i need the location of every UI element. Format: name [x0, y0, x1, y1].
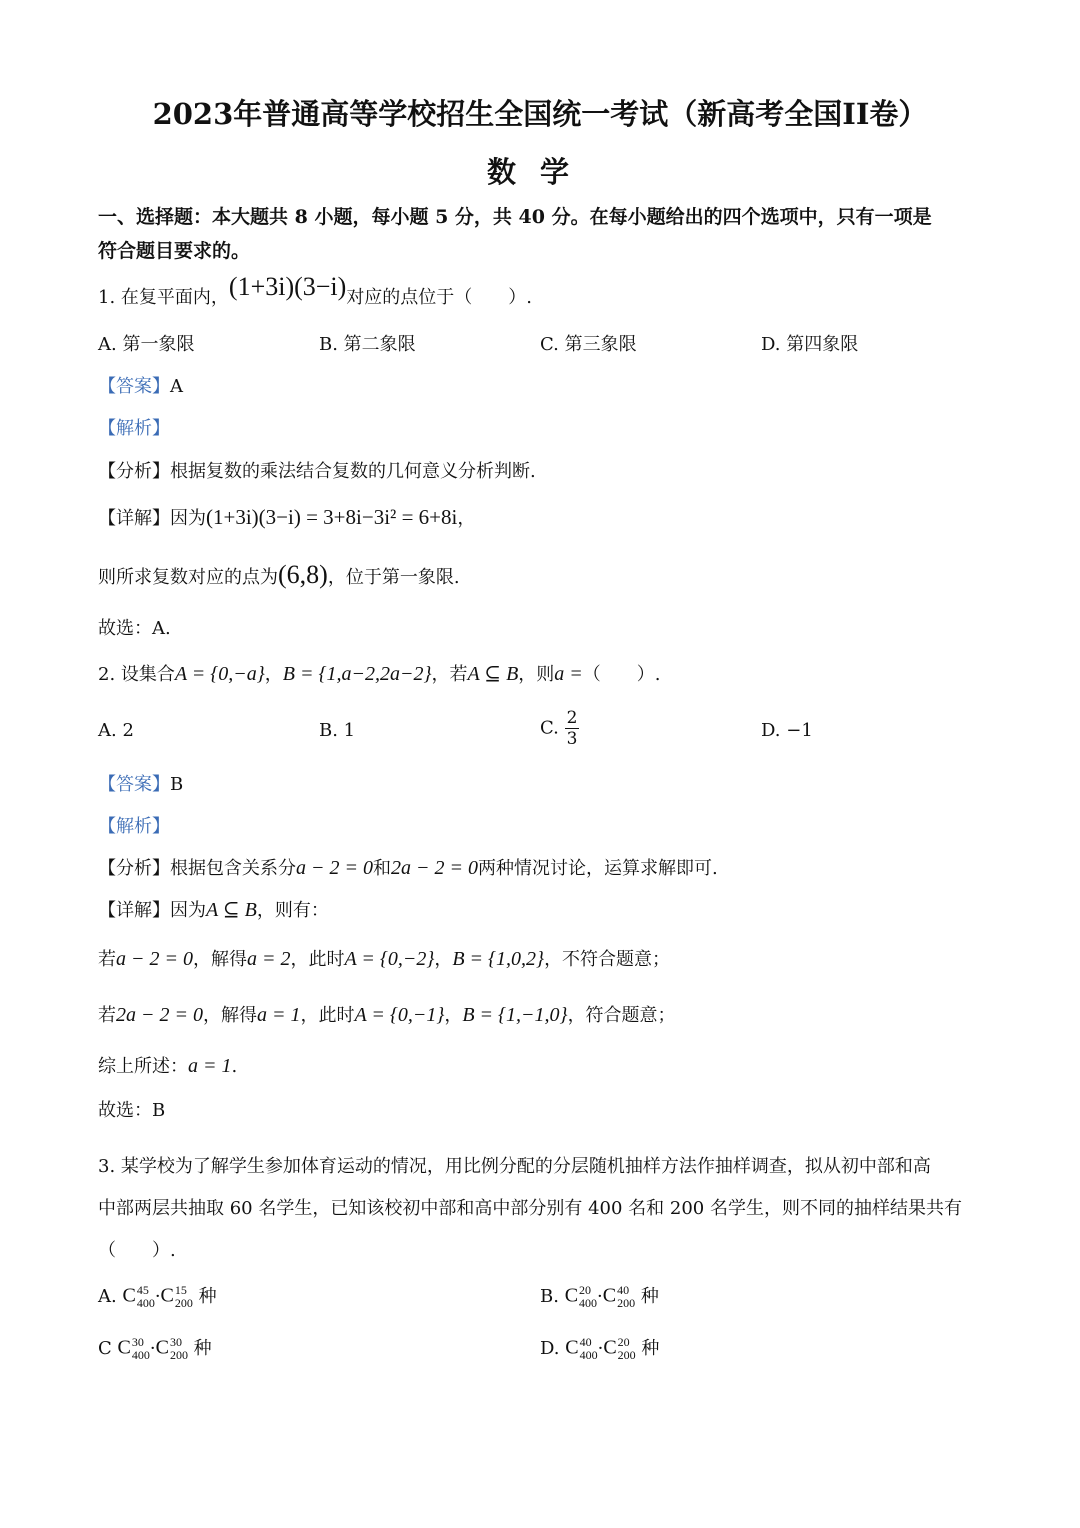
q3-option-b-unit: 种 — [640, 1286, 659, 1307]
comb-symbol: C — [117, 1337, 131, 1359]
q2-case1-expr: a − 2 = 0 — [116, 948, 193, 970]
q3-option-d-label: D. — [540, 1338, 560, 1359]
q2-option-c-label: C. — [540, 717, 559, 739]
q1-detail-prefix: 因为 — [170, 508, 206, 529]
comb-symbol: C — [160, 1285, 174, 1307]
comb-sub: 400 — [131, 1348, 150, 1363]
comb-symbol: C — [122, 1285, 136, 1307]
q2-detail-expr: A ⊆ B — [206, 899, 257, 921]
q2-detail-post: ，则有： — [256, 900, 329, 921]
comb-sup: 30 — [169, 1335, 182, 1350]
fraction-numerator: 2 — [566, 708, 578, 728]
exam-title: 2023年普通高等学校招生全国统一考试（新高考全国II卷） — [152, 97, 928, 131]
q2-fenxi-mid: 和 — [373, 858, 391, 879]
q1-answer-value: A — [170, 376, 183, 397]
comb-term — [565, 1336, 597, 1362]
comb-sub: 400 — [579, 1296, 598, 1311]
dot-operator: · — [597, 1286, 603, 1307]
comb-term — [161, 1284, 193, 1310]
q2-case2-setA: A = {0,−1} — [354, 1004, 445, 1026]
comb-sup: 40 — [579, 1335, 592, 1350]
subject-title: 数学 — [486, 155, 593, 189]
answer-tag: 【答案】 — [98, 376, 170, 397]
q2-sep2: ，若 — [431, 664, 468, 685]
comb-sub: 200 — [617, 1296, 636, 1311]
q1-option-c: C. 第三象限 — [540, 334, 637, 355]
comb-term — [565, 1284, 597, 1310]
detail-tag: 【详解】 — [98, 508, 170, 529]
fenxi-tag: 【分析】 — [98, 461, 170, 482]
q3-option-d — [540, 1334, 659, 1362]
comb-term — [122, 1284, 154, 1310]
q2-sep3: ，则 — [518, 664, 555, 685]
q2-case1-a: a = 2 — [247, 948, 291, 970]
q1-detail-expr: (1+3i)(3−i) = 3+8i−3i² = 6+8i — [206, 505, 458, 529]
q1-option-d: D. 第四象限 — [761, 334, 859, 355]
q3-option-c-unit: 种 — [193, 1338, 212, 1359]
q2-case1-setB: B = {1,0,2} — [452, 948, 545, 970]
q2-answer — [98, 770, 183, 796]
dot-operator: · — [149, 1338, 156, 1359]
q2-summary — [98, 1052, 237, 1078]
q2-analysis-tag: 【解析】 — [98, 816, 170, 837]
q2-option-a: A. 2 — [98, 720, 134, 741]
q1-point-expr: (6,8) — [278, 560, 328, 589]
q2-case2-t3: ， — [444, 1005, 463, 1026]
q1-detail — [98, 504, 475, 530]
q1-stem — [98, 272, 533, 310]
q3-option-b — [540, 1282, 659, 1310]
q2-case2-a: a = 1 — [257, 1004, 301, 1026]
q2-case2-pre: 若 — [98, 1005, 116, 1026]
q2-choice: 故选：B — [98, 1100, 166, 1121]
section-heading-line2: 符合题目要求的。 — [98, 240, 251, 262]
q1-option-b: B. 第二象限 — [319, 334, 416, 355]
comb-symbol: C — [155, 1337, 169, 1359]
q2-case2-t1: ，解得 — [203, 1005, 257, 1026]
answer-tag: 【答案】 — [98, 774, 170, 795]
q2-case1 — [98, 945, 670, 971]
comb-sup: 30 — [131, 1335, 144, 1350]
q2-fenxi-e1: a − 2 = 0 — [296, 857, 373, 879]
q2-case1-setA: A = {0,−2} — [344, 948, 435, 970]
q3-stem-line1: 3. 某学校为了解学生参加体育运动的情况，用比例分配的分层随机抽样方法作抽样调查，拟从初中部和高 — [98, 1156, 931, 1177]
q3-option-a-label: A. — [98, 1286, 117, 1307]
q1-fenxi — [98, 457, 536, 483]
q2-case1-t1: ，解得 — [193, 949, 247, 970]
q2-setB: B = {1,a−2,2a−2} — [282, 663, 432, 685]
detail-tag: 【详解】 — [98, 900, 170, 921]
q2-case2 — [98, 1001, 676, 1027]
comb-sub: 400 — [579, 1348, 598, 1363]
q2-stem — [98, 660, 661, 686]
comb-term — [118, 1336, 150, 1362]
q2-case2-setB: B = {1,−1,0} — [462, 1004, 568, 1026]
comb-sup: 40 — [617, 1283, 630, 1298]
q3-stem-line2: 中部两层共抽取 60 名学生，已知该校初中部和高中部分别有 400 名和 200 名学生，则不同的抽样结果共有 — [98, 1198, 962, 1219]
q2-option-c-fraction — [565, 708, 580, 749]
section-heading-line1: 一、选择题：本大题共 8 小题，每小题 5 分，共 40 分。在每小题给出的四个选项中，只有一项是 — [98, 206, 932, 228]
q1-choice: 故选：A. — [98, 618, 171, 639]
q3-option-d-unit: 种 — [641, 1338, 660, 1359]
q2-sep1: ， — [264, 664, 283, 685]
q2-prefix: 2. 设集合 — [98, 664, 175, 685]
q2-option-c — [540, 708, 579, 749]
q1-detail-suffix: ， — [457, 508, 476, 529]
q3-option-b-label: B. — [540, 1286, 559, 1307]
comb-symbol: C — [602, 1285, 617, 1307]
comb-symbol: C — [565, 1337, 579, 1359]
q1-suffix: 对应的点位于（ ）. — [346, 287, 533, 308]
q3-option-c-label: C — [98, 1338, 112, 1359]
comb-sup: 45 — [136, 1283, 149, 1298]
q2-fenxi-post: 两种情况讨论，运算求解即可. — [478, 858, 718, 879]
comb-term — [603, 1336, 635, 1362]
q3-option-a-unit: 种 — [198, 1286, 217, 1307]
q1-prefix: 1. 在复平面内， — [98, 287, 229, 308]
q2-fenxi-pre: 根据包含关系分 — [170, 858, 296, 879]
q2-detail — [98, 896, 329, 922]
fenxi-tag: 【分析】 — [98, 858, 170, 879]
q1-point-prefix: 则所求复数对应的点为 — [98, 567, 278, 588]
q1-answer — [98, 372, 183, 398]
q2-var: a = — [554, 663, 583, 685]
comb-symbol: C — [564, 1285, 579, 1307]
q1-point — [98, 560, 460, 590]
q2-setA: A = {0,−a} — [174, 663, 265, 685]
q2-case1-t3: ， — [434, 949, 453, 970]
q2-suffix: （ ）. — [582, 664, 661, 685]
comb-sub: 200 — [169, 1348, 188, 1363]
comb-symbol: C — [603, 1337, 617, 1359]
q2-answer-value: B — [170, 774, 184, 795]
q2-case2-t4: ，符合题意； — [567, 1005, 676, 1026]
q2-cond: A ⊆ B — [467, 663, 519, 685]
q2-case2-expr: 2a − 2 = 0 — [116, 1004, 203, 1026]
comb-sub: 200 — [174, 1296, 193, 1311]
comb-sup: 15 — [174, 1283, 187, 1298]
q2-fenxi — [98, 854, 718, 880]
q1-option-a: A. 第一象限 — [98, 334, 195, 355]
q2-fenxi-e2: 2a − 2 = 0 — [391, 857, 478, 879]
q2-detail-pre: 因为 — [170, 900, 206, 921]
q1-point-suffix: ，位于第一象限. — [327, 567, 460, 588]
comb-term — [156, 1336, 188, 1362]
fraction-denominator: 3 — [566, 729, 578, 749]
q1-fenxi-text: 根据复数的乘法结合复数的几何意义分析判断. — [170, 461, 536, 482]
q2-summary-post: . — [231, 1056, 238, 1077]
q2-option-d: D. −1 — [761, 720, 813, 741]
q2-summary-expr: a = 1 — [188, 1055, 232, 1077]
q2-case1-t2: ，此时 — [290, 949, 345, 970]
comb-sup: 20 — [579, 1283, 592, 1298]
q3-option-c — [98, 1334, 212, 1362]
q2-summary-pre: 综上所述： — [98, 1056, 188, 1077]
comb-sub: 400 — [136, 1296, 155, 1311]
q1-analysis-tag: 【解析】 — [98, 418, 170, 439]
dot-operator: · — [154, 1286, 161, 1307]
q1-expr: (1+3i)(3−i) — [228, 272, 347, 301]
q3-stem-line3: （ ）. — [98, 1240, 176, 1261]
comb-sub: 200 — [617, 1348, 636, 1363]
dot-operator: · — [597, 1338, 604, 1359]
comb-term — [603, 1284, 635, 1310]
q2-case1-t4: ，不符合题意； — [544, 949, 671, 970]
comb-sup: 20 — [617, 1335, 630, 1350]
q3-option-a — [98, 1282, 217, 1310]
q2-case2-t2: ，此时 — [300, 1005, 355, 1026]
q2-case1-pre: 若 — [98, 949, 116, 970]
q2-option-b: B. 1 — [319, 720, 356, 741]
